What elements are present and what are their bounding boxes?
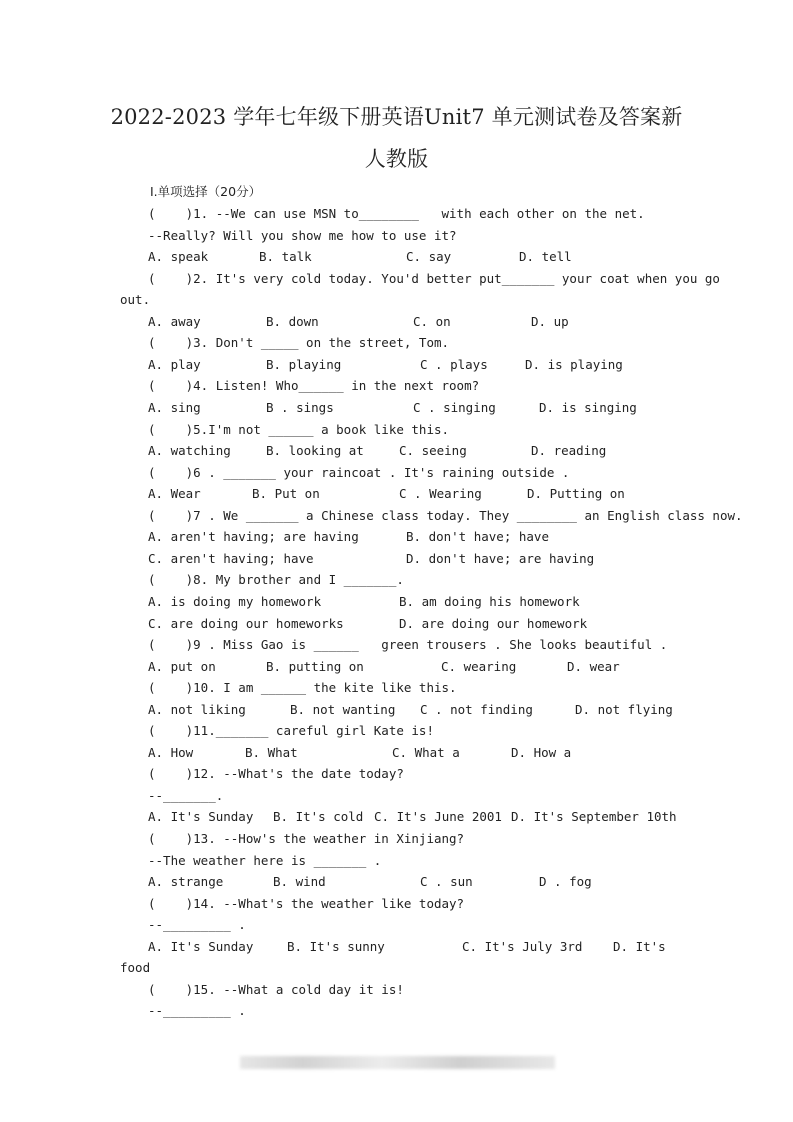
line-text: --_________ . bbox=[148, 917, 246, 933]
line-text: ( )15. --What a cold day it is! bbox=[148, 981, 404, 997]
option-text: C. It's June 2001 bbox=[374, 809, 502, 825]
option-text: D. not flying bbox=[575, 701, 673, 717]
text-line bbox=[0, 957, 793, 978]
line-text: C. are doing our homeworks bbox=[148, 615, 344, 631]
line-text: ( )7 . We _______ a Chinese class today. They ________ an English class now. bbox=[148, 507, 743, 523]
line-text: --_________ . bbox=[148, 1003, 246, 1019]
text-line bbox=[0, 742, 793, 763]
text-line bbox=[0, 548, 793, 569]
option-text: D. Putting on bbox=[527, 486, 625, 502]
line-text: --The weather here is _______ . bbox=[148, 852, 382, 868]
option-text: D. It's bbox=[613, 938, 666, 954]
blurred-footer-watermark bbox=[240, 1056, 555, 1069]
option-text: D. up bbox=[531, 313, 569, 329]
text-line bbox=[0, 699, 793, 720]
text-line bbox=[0, 419, 793, 440]
option-text: D. It's September 10th bbox=[511, 809, 677, 825]
option-text: B . sings bbox=[266, 400, 334, 415]
text-line bbox=[0, 806, 793, 827]
option-text: B. What bbox=[245, 744, 298, 760]
line-text: A. sing bbox=[148, 400, 201, 415]
text-line bbox=[0, 828, 793, 849]
line-text: A. aren't having; are having bbox=[148, 529, 359, 545]
text-line bbox=[0, 332, 793, 353]
text-line bbox=[0, 871, 793, 892]
text-line bbox=[0, 979, 793, 1000]
option-text: C. seeing bbox=[399, 443, 467, 459]
option-text: C . not finding bbox=[420, 701, 533, 717]
option-text: B. looking at bbox=[266, 443, 364, 459]
text-line bbox=[0, 850, 793, 871]
line-text: ( )2. It's very cold today. You'd better put_______ your coat when you go bbox=[148, 270, 720, 286]
option-text: D. How a bbox=[511, 744, 572, 760]
line-text: --Really? Will you show me how to use it? bbox=[148, 227, 457, 243]
option-text: B. It's sunny bbox=[287, 938, 385, 954]
option-text: C. wearing bbox=[441, 658, 517, 674]
page-title-line-2: 人教版 bbox=[364, 147, 429, 171]
option-text: B. don't have; have bbox=[406, 529, 549, 545]
line-text: A. Wear bbox=[148, 486, 201, 502]
line-text: ( )14. --What's the weather like today? bbox=[148, 895, 465, 911]
option-text: D. reading bbox=[531, 443, 607, 459]
line-text: A. put on bbox=[148, 658, 216, 674]
line-text: ( )4. Listen! Who______ in the next room? bbox=[148, 378, 480, 394]
line-text: A. It's Sunday bbox=[148, 938, 254, 954]
line-text: A. strange bbox=[148, 874, 224, 890]
option-text: C . singing bbox=[413, 400, 496, 415]
option-text: B. putting on bbox=[266, 658, 364, 674]
line-text: A. play bbox=[148, 356, 201, 372]
line-text: ( )1. --We can use MSN to________ with each other on the net. bbox=[148, 206, 645, 221]
option-text: D. are doing our homework bbox=[399, 615, 588, 631]
text-line bbox=[0, 311, 793, 332]
option-text: D. wear bbox=[567, 658, 620, 674]
text-line bbox=[0, 613, 793, 634]
section-heading: I.单项选择（20分） bbox=[150, 184, 262, 199]
text-line bbox=[0, 397, 793, 418]
line-text: food bbox=[120, 960, 151, 976]
option-text: C . Wearing bbox=[399, 486, 482, 502]
text-line bbox=[0, 720, 793, 741]
line-text: ( )6 . _______ your raincoat . It's raining outside . bbox=[148, 464, 570, 480]
line-text: ( )12. --What's the date today? bbox=[148, 766, 404, 782]
option-text: D. don't have; are having bbox=[406, 550, 595, 566]
option-text: B. talk bbox=[259, 249, 312, 265]
option-text: B. playing bbox=[266, 356, 342, 372]
page-title-line-1: 2022-2023 学年七年级下册英语Unit7 单元测试卷及答案新 bbox=[110, 105, 683, 129]
option-text: B. Put on bbox=[252, 486, 320, 502]
line-text: out. bbox=[120, 292, 151, 308]
text-line bbox=[0, 936, 793, 957]
text-line bbox=[0, 375, 793, 396]
text-line bbox=[0, 246, 793, 267]
text-line bbox=[0, 677, 793, 698]
text-line bbox=[0, 289, 793, 310]
line-text: ( )5.I'm not ______ a book like this. bbox=[148, 421, 450, 437]
line-text: A. speak bbox=[148, 249, 209, 265]
text-line bbox=[0, 656, 793, 677]
line-text: --_______. bbox=[148, 787, 224, 803]
text-line bbox=[0, 893, 793, 914]
line-text: ( )9 . Miss Gao is ______ green trousers . She looks beautiful . bbox=[148, 637, 668, 652]
line-text: A. How bbox=[148, 744, 194, 760]
text-line bbox=[0, 462, 793, 483]
option-text: B. not wanting bbox=[290, 701, 396, 717]
line-text: ( )13. --How's the weather in Xinjiang? bbox=[148, 831, 465, 846]
line-text: A. It's Sunday bbox=[148, 809, 254, 825]
text-line bbox=[0, 591, 793, 612]
option-text: B. am doing his homework bbox=[399, 593, 580, 609]
line-text: A. away bbox=[148, 313, 201, 329]
text-line bbox=[0, 225, 793, 246]
line-text: C. aren't having; have bbox=[148, 550, 314, 566]
text-line bbox=[0, 763, 793, 784]
text-line bbox=[0, 268, 793, 289]
line-text: ( )10. I am ______ the kite like this. bbox=[148, 680, 457, 696]
text-line bbox=[0, 440, 793, 461]
text-line bbox=[0, 634, 793, 655]
line-text: A. is doing my homework bbox=[148, 593, 322, 609]
text-line bbox=[0, 203, 793, 224]
line-text: ( )8. My brother and I _______. bbox=[148, 572, 404, 588]
line-text: A. watching bbox=[148, 443, 231, 459]
option-text: D. is singing bbox=[539, 400, 637, 415]
option-text: D. tell bbox=[519, 249, 572, 265]
option-text: C. on bbox=[413, 313, 451, 329]
section-heading-row bbox=[0, 181, 793, 202]
text-line bbox=[0, 483, 793, 504]
text-line bbox=[0, 569, 793, 590]
text-line bbox=[0, 505, 793, 526]
text-line bbox=[0, 914, 793, 935]
text-line bbox=[0, 1000, 793, 1021]
text-line bbox=[0, 526, 793, 547]
option-text: C. say bbox=[406, 249, 452, 265]
text-line bbox=[0, 354, 793, 375]
line-text: ( )3. Don't _____ on the street, Tom. bbox=[148, 335, 450, 351]
text-line bbox=[0, 785, 793, 806]
option-text: C. What a bbox=[392, 744, 460, 760]
option-text: D. is playing bbox=[525, 356, 623, 372]
option-text: C . plays bbox=[420, 356, 488, 372]
line-text: A. not liking bbox=[148, 701, 246, 717]
option-text: C. It's July 3rd bbox=[462, 938, 583, 954]
line-text: ( )11._______ careful girl Kate is! bbox=[148, 723, 434, 739]
option-text: D . fog bbox=[539, 874, 592, 890]
option-text: B. It's cold bbox=[273, 809, 364, 825]
option-text: B. wind bbox=[273, 874, 326, 890]
option-text: B. down bbox=[266, 313, 319, 329]
option-text: C . sun bbox=[420, 874, 473, 890]
